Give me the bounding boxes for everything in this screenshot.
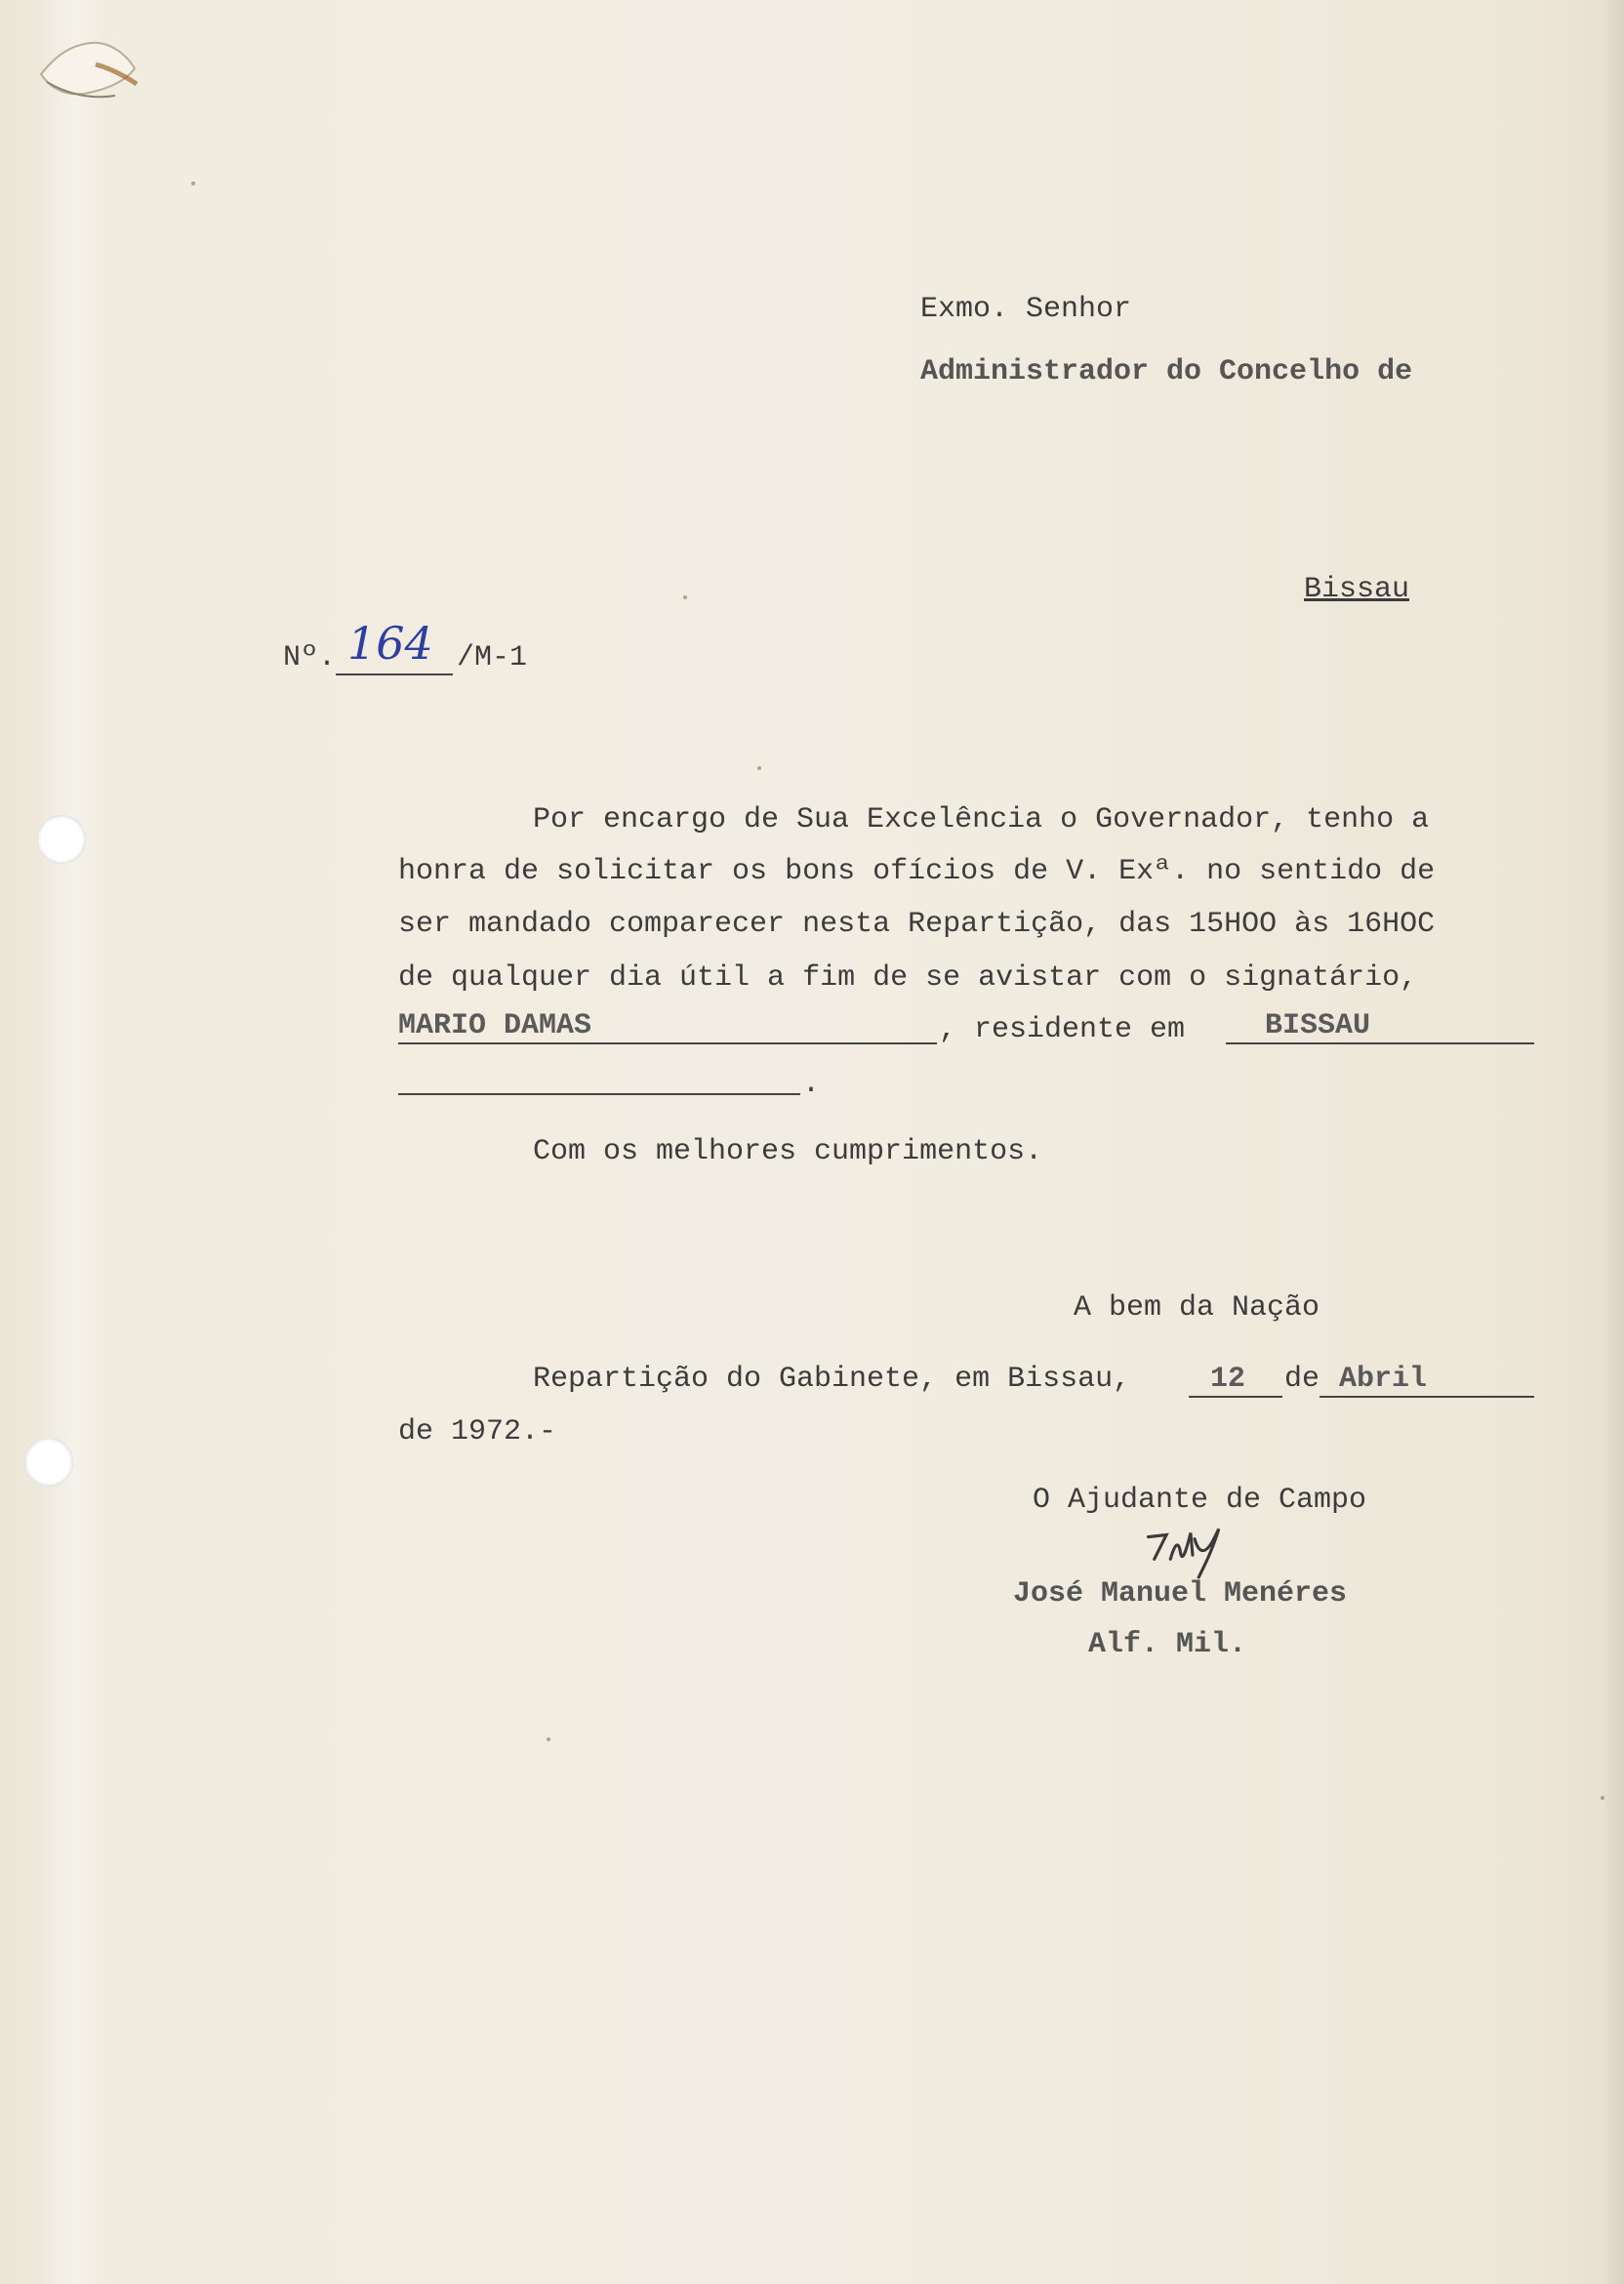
handwritten-signature-icon (1142, 1519, 1243, 1579)
residence-line (1226, 1042, 1534, 1044)
residente-label: , residente em (939, 1013, 1186, 1046)
continuation-line (398, 1093, 800, 1095)
recipient-city: Bissau (1304, 573, 1410, 606)
punch-hole-bottom (24, 1438, 73, 1487)
body-line-2: honra de solicitar os bons ofícios de V. Exª. no sentido de (398, 855, 1436, 888)
place-date-prefix: Repartição do Gabinete, em Bissau, (533, 1363, 1131, 1396)
recipient-title: Administrador do Concelho de (920, 355, 1413, 388)
continuation-end: . (802, 1068, 821, 1101)
body-line-1: Por encargo de Sua Excelência o Governador, tenho a (533, 803, 1430, 836)
signer-rank: Alf. Mil. (1088, 1628, 1247, 1661)
day-line (1189, 1396, 1282, 1398)
motto: A bem da Nação (1074, 1291, 1320, 1325)
paper-speck (757, 766, 761, 770)
date-month: Abril (1339, 1363, 1428, 1396)
body-line-4: de qualquer dia útil a fim de se avistar com o signatário, (398, 961, 1418, 995)
paper-speck (1601, 1796, 1604, 1800)
paper-speck (191, 182, 195, 185)
punch-hole-top (37, 815, 86, 864)
signer-name: José Manuel Menéres (1013, 1577, 1348, 1611)
person-name: MARIO DAMAS (398, 1009, 592, 1042)
page-edge-shadow (1603, 0, 1624, 2284)
paper-speck (683, 595, 687, 599)
body-line-3: ser mandado comparecer nesta Repartição, das 15HOO às 16HOC (398, 908, 1436, 941)
person-name-line (398, 1042, 937, 1044)
salutation: Exmo. Senhor (920, 293, 1132, 326)
closing-line: Com os melhores cumprimentos. (533, 1135, 1043, 1168)
reference-suffix: /M-1 (457, 641, 528, 674)
date-year: de 1972.- (398, 1415, 557, 1448)
residence: BISSAU (1265, 1009, 1371, 1042)
date-day: 12 (1210, 1363, 1246, 1396)
date-de-label: de (1284, 1363, 1320, 1396)
paper-speck (547, 1737, 550, 1741)
signer-title: O Ajudante de Campo (1033, 1484, 1367, 1517)
reference-prefix: Nº. (283, 641, 337, 674)
month-line (1320, 1396, 1534, 1398)
reference-number-handwritten: 164 (347, 617, 433, 670)
torn-corner-icon (37, 25, 144, 103)
scan-shading (39, 0, 107, 2284)
reference-number-line (336, 673, 453, 675)
